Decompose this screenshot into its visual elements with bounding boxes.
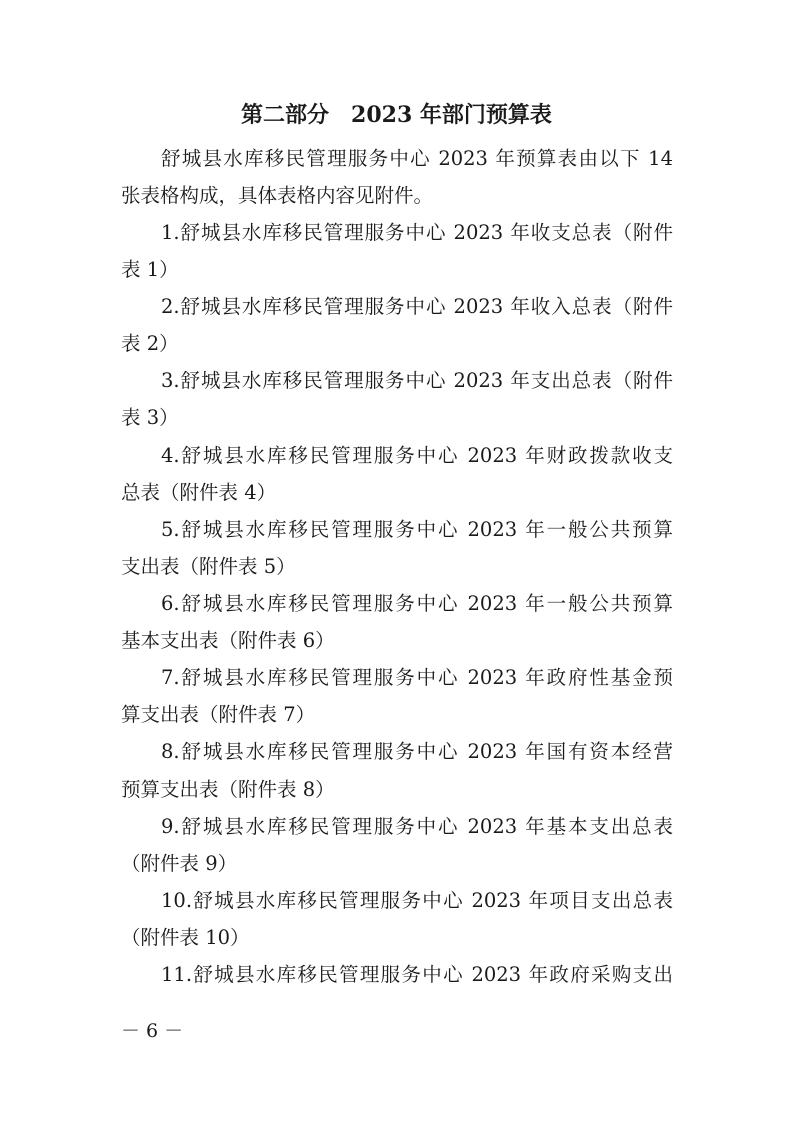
item-1-line-2: 表 1） (121, 258, 179, 281)
item-8-line-2: 预算支出表（附件表 8） (121, 778, 335, 801)
section-title: 第二部分 2023 年部门预算表 (241, 102, 552, 128)
item-2-line-2: 表 2） (121, 332, 179, 355)
item-7-line-2: 算支出表（附件表 7） (121, 703, 316, 726)
item-1-line-1: 1.舒城县水库移民管理服务中心 2023 年收支总表（附件 (161, 221, 673, 244)
item-9-line-1: 9.舒城县水库移民管理服务中心 2023 年基本支出总表 (161, 815, 673, 838)
item-7-line-1: 7.舒城县水库移民管理服务中心 2023 年政府性基金预 (161, 666, 673, 689)
intro-line-1: 舒城县水库移民管理服务中心 2023 年预算表由以下 14 (161, 147, 673, 170)
item-5-line-2: 支出表（附件表 5） (121, 555, 296, 578)
item-10-line-2: （附件表 10） (121, 926, 250, 949)
item-4-line-1: 4.舒城县水库移民管理服务中心 2023 年财政拨款收支 (161, 444, 673, 467)
item-9-line-2: （附件表 9） (121, 852, 238, 875)
item-10-line-1: 10.舒城县水库移民管理服务中心 2023 年项目支出总表 (161, 889, 673, 912)
page-number: － 6 － (121, 1020, 184, 1042)
item-4-line-2: 总表（附件表 4） (121, 481, 277, 504)
intro-line-2: 张表格构成，具体表格内容见附件。 (121, 184, 434, 207)
item-5-line-1: 5.舒城县水库移民管理服务中心 2023 年一般公共预算 (161, 518, 673, 541)
item-11-line-1: 11.舒城县水库移民管理服务中心 2023 年政府采购支出 (161, 963, 673, 986)
item-2-line-1: 2.舒城县水库移民管理服务中心 2023 年收入总表（附件 (161, 295, 673, 318)
item-3-line-2: 表 3） (121, 406, 179, 429)
item-3-line-1: 3.舒城县水库移民管理服务中心 2023 年支出总表（附件 (161, 369, 673, 392)
item-8-line-1: 8.舒城县水库移民管理服务中心 2023 年国有资本经营 (161, 740, 673, 763)
item-6-line-1: 6.舒城县水库移民管理服务中心 2023 年一般公共预算 (161, 592, 673, 615)
item-6-line-2: 基本支出表（附件表 6） (121, 629, 335, 652)
